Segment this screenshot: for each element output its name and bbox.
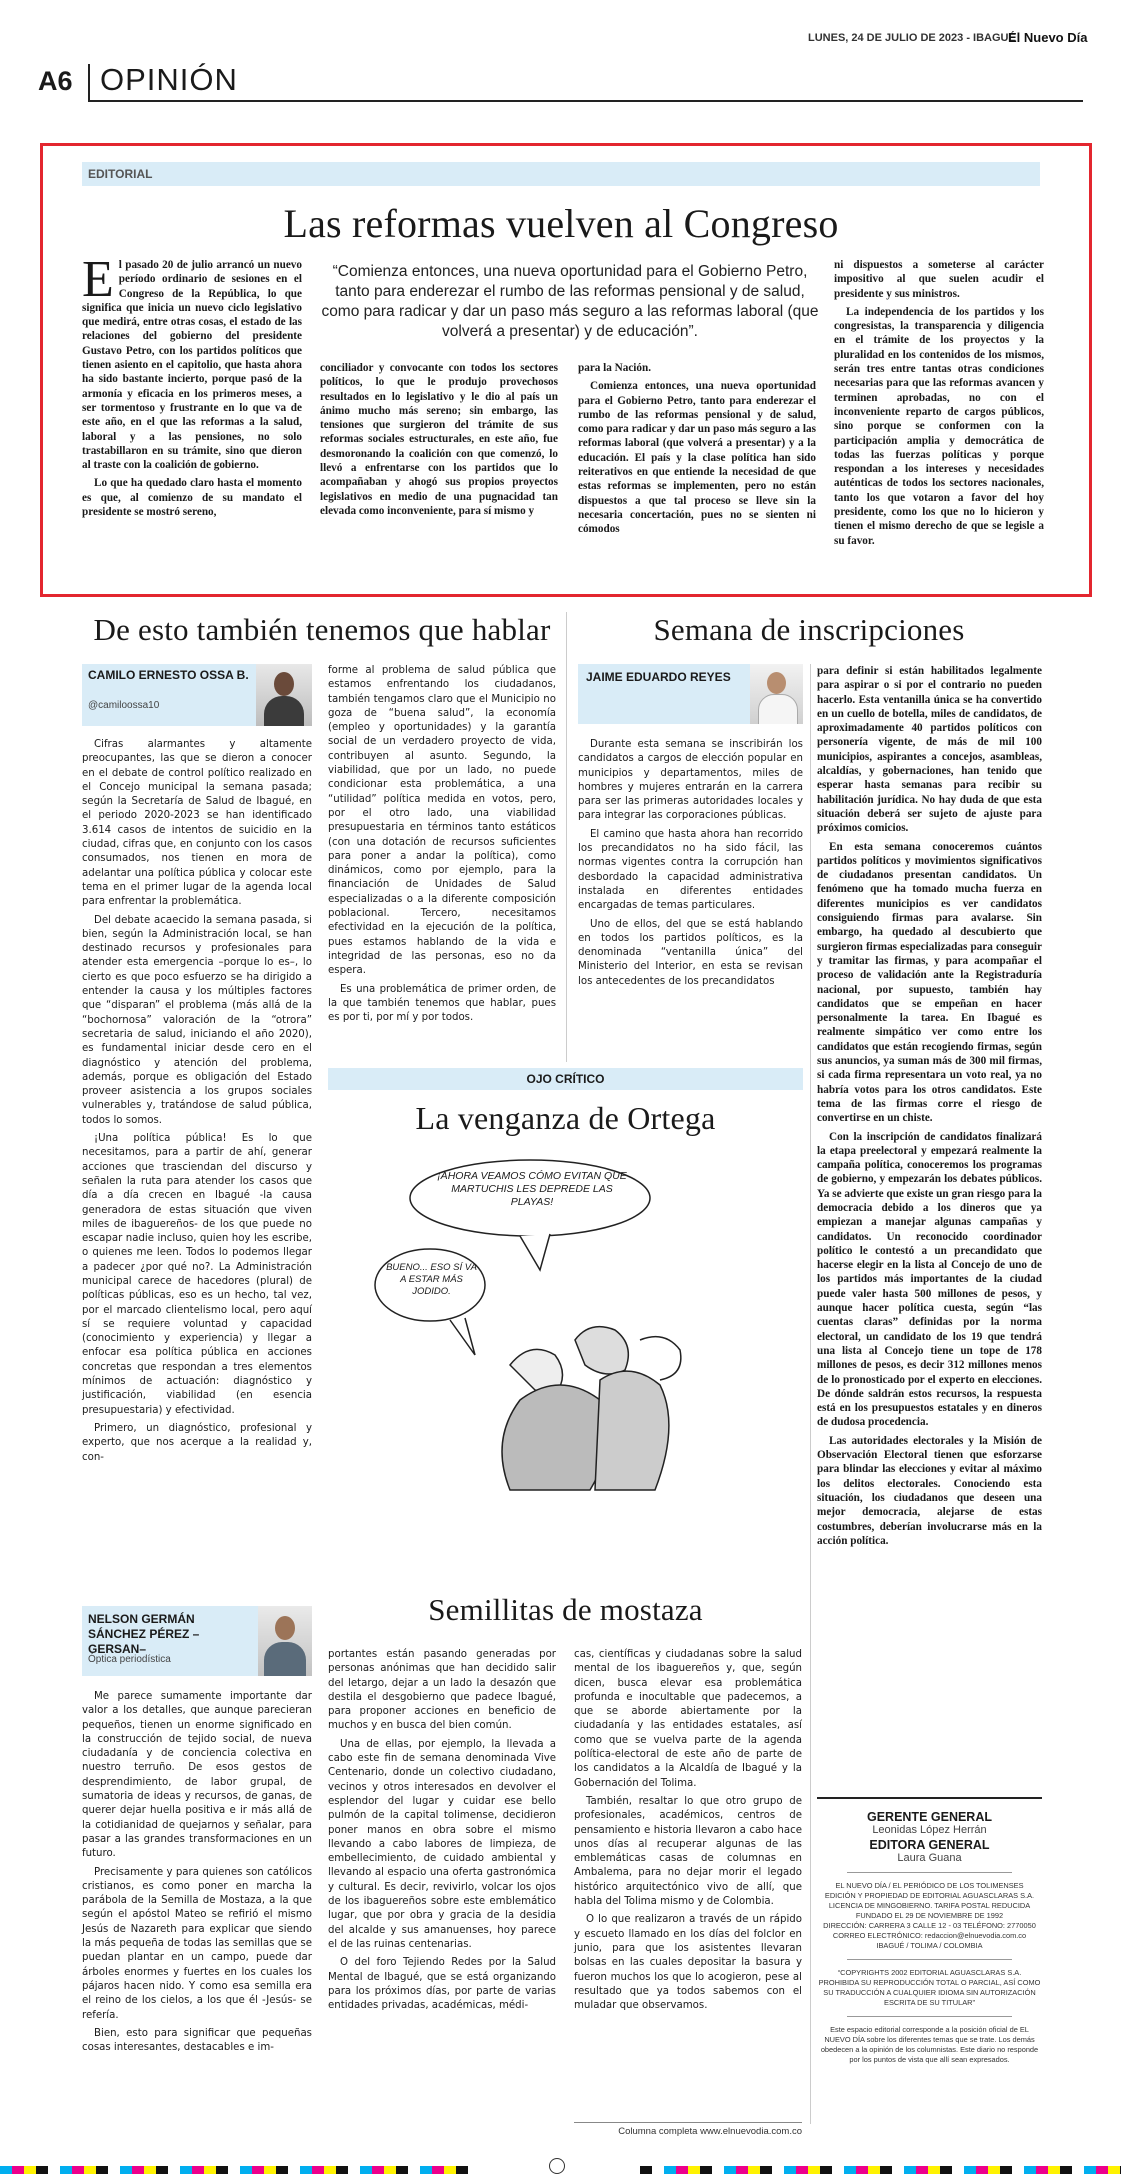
article3-footer-link[interactable]: Columna completa www.elnuevodia.com.co [618,2126,802,2137]
editorial-paragraph: l pasado 20 de julio arrancó un nuevo período ordinario de sesiones en el Congreso de la República, lo que significa que inicia un nuevo ciclo legislativo que medirá, entre otras cosas, el estado de las relaciones del gobierno del presidente Gustavo Petro, con los partidos políticos que tienen asiento en el capitolio, que hasta ahora ha sido bastante incierto, porque pasó de la armonía y eficacia en los primeros meses, a ser tormentoso y frustrante en lo que va de este año, en el que las reformas a la salud, laboral y a las pensiones, no solo trastabillaron en su trámite, sino que dieron al traste con la coalición de gobierno. [82,259,302,472]
article3-column-1 [82,1690,312,2059]
registration-mark [549,2158,565,2174]
article3-footer-rule [574,2122,802,2123]
brand-logo: El Nuevo Día [1008,30,1088,45]
article-paragraph: Del debate acaecido la semana pasada, si bien, según la Administración local, se han destinado recursos y profesionales para atender esta emergencia –porque lo es–, lo cierto es que poco esfuerzo se ha dirigido a entender la causa y los múltiples factores que “disparan” el problema (más allá de la “bochornosa” valoración de la “otrora” secretaria de salud, iniciando el año 2020), es fundamental iniciar desde cero en el diagnóstico y atención del problema, además, porque es obligación del Estado proveer asistencia a los grupos sociales vulnerables y, tratándose de salud pública, todos lo somos. [82,914,312,1126]
author-role: Óptica periodística [88,1654,171,1665]
article1-column-2 [328,664,556,1029]
gerente-label: GERENTE GENERAL [866,1810,992,1824]
editorial-paragraph: La independencia de los partidos y los congresistas, la transparencia y diligencia en el trámite de los proyectos y la pluralidad en los contenidos de los mismos, serán tres entre tantas otras condiciones necesarias para que las reformas avancen y terminen aprobadas, no con el inconveniente reparto de cargos públicos, sino porque se conformen con la participación amplia y democrática de todas las fuerzas políticas y porque respondan a los intereses y necesidades auténticas de todos los sectores nacionales, tanto los que votaron a favor del hoy presidente, como los que no lo hicieron y tienen el mismo derecho de que se legisle a su favor. [834,305,1044,547]
copyright-notice: “COPYRIGHTS 2002 EDITORIAL AGUASCLARAS S.A. PROHIBIDA SU REPRODUCCIÓN TOTAL O PARCIAL, ASÍ COMO SU TRADUCCIÓN A CUALQUIER IDIOMA SIN AUTORIZACIÓN ESCRITA DE SU TITULAR” [818,1968,1041,2007]
article-paragraph: Precisamente y para quienes son católicos cristianos, es como poner en marcha la parábola de la Semilla de Mostaza, a la que según el apóstol Mateo se refirió el mismo Jesús de Nazareth para explicar que siendo la más pequeña de todas las semillas que se puedan plantar en un campo, puede dar árboles enormes y fuertes en los cuales los pájaros hacen nido. Y como esa semilla era el reino de los cielos, a los que él -Jesús- se refería. [82,1866,312,2021]
article2-column-2 [817,664,1042,1552]
article-paragraph: Las autoridades electorales y la Misión de Observación Electoral tienen que esforzarse para blindar las elecciones y evitar al máximo los delitos electorales. Conociendo esta situación, los ciudadanos que deseen una mejor democracia, alejarse de estas costumbres, deberían involucrarse más en la acción política. [817,1434,1042,1547]
editora-label: EDITORA GENERAL [869,1838,990,1852]
page-number: A6 [38,66,73,96]
article1-headline: De esto también tenemos que hablar [93,612,551,647]
publication-info [817,1881,1042,1951]
cartoon-illustration [370,1150,800,1495]
disclaimer: Este espacio editorial corresponde a la posición oficial de EL NUEVO DÍA sobre los diferentes temas que se trate. Los demás obedecen a la opinión de los columnistas. Este diario no responde por los puntos de vista que allí sean expresados. [820,2025,1039,2064]
author-name: JAIME EDUARDO REYES [586,670,731,684]
article3-column-2 [328,1648,556,2017]
gerente-name: Leonidas López Herrán [872,1824,987,1836]
publication-info-line: EL NUEVO DÍA / EL PERIÓDICO DE LOS TOLIMENSES [835,1881,1024,1890]
article-paragraph: Uno de ellos, del que se está hablando en todos los partidos políticos, es la denominada “ventanilla única” del Ministerio del Interior, en esta se revisan los antecedentes de los precandidatos [578,918,803,987]
article-paragraph: Primero, un diagnóstico, profesional y experto, que nos acerque a la realidad y, con- [82,1422,312,1463]
article2-column-1 [578,738,803,993]
article-paragraph: Una de ellas, por ejemplo, la llevada a cabo este fin de semana denominada Vive Centenario, donde un colectivo ciudadano, vecinos y otros interesados en devolver el esplendor del lugar y cuidar ese bello pulmón de la capital tolimense, decidieron poner manos en obra sobre el mismo llevando a cabo labores de limpieza, de embellecimiento, de cuidado ambiental y llevando al espacio una oferta gastronómica y cultural. Es decir, revivirlo, volcar los ojos de los ibaguereños sobre este emblemático lugar, que por obra y gracia de la desidia del alcalde y sus amanuenses, hoy parece el de las ruinas centenarias. [328,1738,556,1950]
column-divider [566,612,567,1062]
editorial-column-4 [834,258,1044,552]
editorial-paragraph: para la Nación. [578,362,652,374]
editorial-column-2 [320,361,558,522]
editorial-pullquote: “Comienza entonces, una nueva oportunidad para el Gobierno Petro, tanto para enderezar el rumbo de las reformas pensional y de salud, como para radicar y dar un paso más seguro a las reformas laboral (que volverá a presentar) y de educación”. [321,263,819,340]
editora-name: Laura Guana [897,1852,962,1864]
masthead-rule [88,100,1083,102]
article-paragraph: forme al problema de salud pública que estamos enfrentando los ciudadanos, también tengamos claro que el Municipio no goza de “buena salud”, la economía (empleo y oportunidades) y la garantía social de un verdadero proyecto de vida, contribuyen al asunto. Segundo, la viabilidad, que por un lado, no puede condicionar esta problemática, a una “utilidad” política medida en votos, pero, por el otro lado, una viabilidad presupuestaria en términos tanto estáticos (con una dotación de recursos suficientes para poner a andar la política), como dinámicos, como por ejemplo, para la financiación de Unidades de Salud especializadas o a la diferente composición poblacional. Tercero, necesitamos efectividad en la ejecución de la política, pues estamos hablando de la vida e integridad de las personas, eso no da espera. [328,665,556,977]
editorial-paragraph: Comienza entonces, una nueva oportunidad para el Gobierno Petro, tanto para enderezar el rumbo de las reformas pensional y de salud, como para radicar y dar un paso más seguro a las reformas laboral (que volverá a presentar) y a la educación. El país y la clase política han sido reiterativos en que entiende la necesidad de que estas reformas se implementen, pero no están dispuestos a que tal proceso se lleve sin la necesaria concertación, pues no se sienten ni cómodos [578,380,816,536]
editorial-column-3 [578,361,816,541]
editorial-headline: Las reformas vuelven al Congreso [283,201,839,246]
article-paragraph: Con la inscripción de candidatos finalizará la etapa preelectoral y empezará realmente la campaña política, conoceremos los programas de gobierno, y empezarán los debates públicos. Ya se advierte que existe un gran riesgo para la democracia debido a los dineros que ya empiezan a manejar algunas campañas y candidatos. Un reconocido coordinador político le contestó a un precandidato que hacerse elegir en la lista al Concejo de uno de los partidos más importantes de la ciudad puede valer hasta 500 millones de pesos, y aunque hacer política cuesta, según “las cuentas claras” definidas por la norma electoral, un candidato de los 19 que tendrá una lista al Concejo tiene un tope de 178 millones de pesos, es decir 312 millones menos de lo pronosticado por el experto en elecciones. De dónde saldrán estos recursos, la respuesta está en los presupuestos estatales y en dineros de dudosa procedencia. [817,1130,1042,1429]
article-paragraph: portantes están pasando generadas por personas anónimas que han decidido salir del letargo, dejar a un lado la desazón que destila el desgobierno que padece Ibagué, para proponer acciones en beneficio de muchos y en busca del bien común. [328,1649,556,1732]
author-photo [258,1606,312,1676]
editorial-tag [82,162,1040,186]
article-paragraph: cas, científicas y ciudadanas sobre la salud mental de los ibaguereños y, que, según dicen, busca elevar esa problemática profunda e inocultable que padecemos, a que se aborde abiertamente por la ciudadanía y las entidades estatales, así como que se vuelva parte de la agenda política-electoral de este año de parte de los candidatos a la Alcaldía de Ibagué y la Gobernación del Tolima. [574,1649,802,1789]
article1-column-1 [82,738,312,1469]
author-name: NELSON GERMÁN SÁNCHEZ PÉREZ –GERSAN– [88,1612,200,1656]
article-paragraph: para definir si están habilitados legalmente para aspirar o si por el contrario no pueden hacerlo. Esta ventanilla única se ha convertido en un cuello de botella, miles de candidatos, de aproximadamente 40 partidos políticos con personería vigente, de más de mil 100 municipios, aspirantes a concejos, asambleas, alcaldías, y gobernaciones, han tenido que esperar hasta semanas para recibir su habilitación jurídica. No hay duda de que esta situación deberá ser sujeto de ajuste para próximos comicios. [817,665,1042,835]
article2-headline: Semana de inscripciones [653,612,965,647]
section-title: OPINIÓN [100,62,238,97]
publication-info-line: EDICIÓN Y PROPIEDAD DE EDITORIAL AGUASCLARAS S.A. [824,1891,1035,1900]
registration-bar-left [0,2166,480,2174]
article-paragraph: O lo que realizaron a través de un rápido y escueto llamado en los días del folclor en junio, para que los asistentes llevaran bolsas en las cuales depositar la basura y fueron muchos los que lo acogieron, pese al resultado que ya todos sabemos con el muladar que observamos. [574,1914,802,2012]
editorial-paragraph: Lo que ha quedado claro hasta el momento es que, al comienzo de su mandato el presidente se mostró sereno, [82,477,302,519]
article-paragraph: ¡Una política pública! Es lo que necesitamos, para a partir de ahí, generar acciones que trasciendan del discurso y señalen la ruta para atender los casos que día a día crecen en Ibagué -la causa generadora de estas situación que viven miles de ibaguereños- de los que puede no escapar nadie incluso, quien hoy les escribe, o quienes me leen. Todos lo podemos llegar a padecer ¿por qué no?. La Administración municipal carece de hacedores (plural) de políticas públicas, eso es un hecho, tal vez, por el marcado clientelismo local, pero aquí sí se requiere voluntad y capacidad (conocimiento y experiencia) y llegar a enfocar esa política pública en acciones concretas que respondan a tres elementos mínimos de actuación: diagnóstico y justificación, viabilidad (en esencia presupuestaria) y efectividad. [82,1133,312,1416]
article-paragraph: Bien, esto para significar que pequeñas cosas interesantes, destacables e im- [82,2027,312,2054]
editorial-paragraph: conciliador y convocante con todos los sectores políticos, lo que le produjo provechosos resultados en lo legislativo y le dio al país un ánimo mucho más sereno; sin embargo, las tensiones que surgieron del trámite de sus reformas sociales estructurales, en este año, fue desmoronando la coalición con que comenzó, lo llevó a enfrentarse con los partidos que lo acompañaban y ahogó sus propios proyectos legislativos en medio de una pugnacidad tan elevada como inconveniente, para sí mismo y [320,362,558,517]
publication-info-line: CORREO ELECTRÓNICO: redaccion@elnuevodia.com.co [832,1931,1027,1940]
cartoon-headline: La venganza de Ortega [415,1100,716,1136]
article-paragraph: Me parece sumamente importante dar valor a los detalles, que aunque parecieran pequeños, tienen un enorme significado en la construcción de tejido social, de nueva ciudadanía y de conciencia colectiva en nuestro terruño. De esos gestos de desprendimiento, de labor grupal, de sumatoria de ideas y recursos, de ganas, de querer dejar huella positiva e ir más allá de la cotidianidad de quejarnos y señalar, para pasar a las grandes transformaciones en un futuro. [82,1691,312,1860]
registration-bar-right [640,2166,1121,2174]
editorial-tag-label: EDITORIAL [88,167,153,181]
editorial-dropcap: E [82,251,114,308]
article-paragraph: En esta semana conoceremos cuántos partidos políticos y movimientos significativos de ciudadanos presentan candidatos. Un fenómeno que ha tomado mucha fuerza en diferentes municipios es ver candidatos consiguiendo firmas para avalarse. Sin embargo, ha quedado al descubierto que surgieron firmas especializadas para conseguir y tramitar las firmas, y para acompañar el proceso de validación ante la Registraduría nacional, por supuesto, también hay candidatos que se empeñan en hacer personalmente la tarea. En Ibagué es realmente simpático ver como entre los candidatos que están recogiendo firmas, según sus anuncios, ya suman más de 300 mil firmas, si cada firma representara un voto real, ya no habría votos para los otros candidatos. Este tema de las firmas corre el riesgo de convertirse en un chiste. [817,840,1042,1125]
editorial-paragraph: ni dispuestos a someterse al carácter impositivo al que suelen acudir el presidente y sus ministros. [834,259,1044,300]
publication-info-line: LICENCIA DE MINGOBIERNO. TARIFA POSTAL REDUCIDA [828,1901,1031,1910]
cartoon-speech-bubble-2: BUENO... ESO SÍ VA A ESTAR MÁS JODIDO. [386,1262,477,1297]
article-paragraph: El camino que hasta ahora han recorrido los precandidatos no ha sido fácil, las normas vigentes contra la corrupción han desbordado la capacidad administrativa instalada en diferentes entidades encargadas de temas particulares. [578,828,803,912]
publication-info-line: DIRECCIÓN: CARRERA 3 CALLE 12 - 03 TELÉFONO: 2770050 [823,1921,1036,1930]
article-paragraph: Durante esta semana se inscribirán los candidatos a cargos de elección popular en municipios y departamentos, miles de hombres y mujeres entrarán en la carrera para ser las primeras autoridades locales y para integrar las corporaciones públicas. [578,739,803,822]
editorial-column-1 [82,251,302,523]
staff-box [817,1810,1042,2065]
author-name: CAMILO ERNESTO OSSA B. [88,668,249,682]
author-photo [750,664,803,724]
article-paragraph: Es una problemática de primer orden, de la que también tenemos que hablar, pues es por ti, por mí y por todos. [328,983,556,1024]
masthead-divider [88,64,90,100]
author-handle: @camiloossa10 [88,700,160,711]
publication-info-line: IBAGUÉ / TOLIMA / COLOMBIA [876,1941,983,1950]
article-paragraph: Cifras alarmantes y altamente preocupantes, las que se dieron a conocer en el debate de control político realizado en el Concejo municipal la semana pasada; según la Secretaría de Salud de Ibagué, en el periodo 2020-2023 se han identificado 3.614 casos de intentos de suicidio en la ciudad, cifras que, en conjunto con los casos consumados, nos tienen en mora de adelantar una política pública y colocar este tema en el primer lugar de la agenda local para enfrentar la problemática. [82,739,312,908]
author-photo [256,664,312,726]
cartoon-tag-label: OJO CRÍTICO [526,1072,605,1086]
staff-top-rule [817,1797,1042,1799]
article-paragraph: O del foro Tejiendo Redes por la Salud Mental de Ibagué, que se está organizando para los próximos días, por parte de varias entidades privadas, académicas, médi- [328,1957,556,2012]
article3-column-3 [574,1648,802,2017]
masthead-date: LUNES, 24 DE JULIO DE 2023 - IBAGUÉ [808,32,1016,44]
publication-info-line: FUNDADO EL 29 DE NOVIEMBRE DE 1992 [855,1911,1004,1920]
article-paragraph: También, resaltar lo que otro grupo de profesionales, académicos, centros de pensamiento e historia llevaron a cabo hace unos días al recuperar algunas de las emblemáticas casas de columnas en Ambalema, para no dejar morir el legado histórico arquitectónico vivo de allí, que habla del Tolima mismo y de Colombia. [574,1795,802,1908]
cartoon-tag [328,1068,803,1090]
column-divider [810,664,811,2124]
cartoon-speech-bubble-1: ¡AHORA VEAMOS CÓMO EVITAN QUE MARTUCHIS LES DEPREDE LAS PLAYAS! [437,1170,627,1208]
article3-headline: Semillitas de mostaza [428,1592,703,1627]
